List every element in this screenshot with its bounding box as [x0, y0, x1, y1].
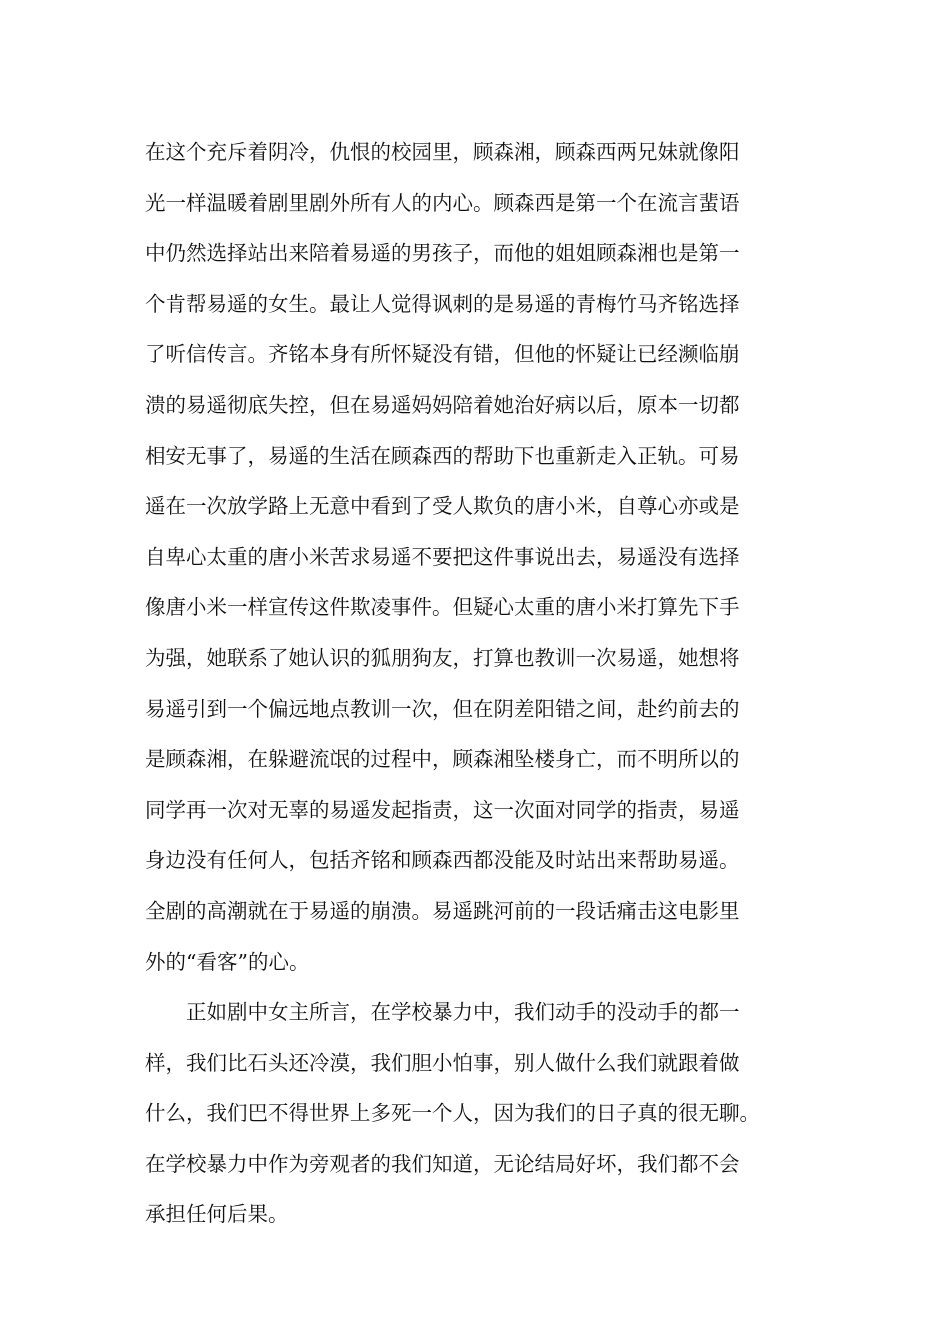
text-line: 承担任何后果。 — [145, 1202, 289, 1227]
text-line: 自卑心太重的唐小米苦求易遥不要把这件事说出去，易遥没有选择 — [145, 544, 740, 569]
text-line: 光一样温暖着剧里剧外所有人的内心。顾森西是第一个在流言蜚语 — [145, 190, 740, 215]
paragraph-2 — [145, 987, 825, 1240]
text-line: 了听信传言。齐铭本身有所怀疑没有错，但他的怀疑让已经濒临崩 — [145, 342, 740, 367]
text-line: 身边没有任何人，包括齐铭和顾森西都没能及时站出来帮助易遥。 — [145, 848, 740, 873]
text-line: 中仍然选择站出来陪着易遥的男孩子，而他的姐姐顾森湘也是第一 — [145, 241, 740, 266]
text-line: 易遥引到一个偏远地点教训一次，但在阴差阳错之间，赴约前去的 — [145, 696, 740, 721]
text-line: 正如剧中女主所言，在学校暴力中，我们动手的没动手的都一 — [186, 1000, 740, 1025]
text-line: 遥在一次放学路上无意中看到了受人欺负的唐小米，自尊心亦或是 — [145, 494, 740, 519]
document-body — [145, 127, 825, 1240]
text-line: 像唐小米一样宣传这件欺凌事件。但疑心太重的唐小米打算先下手 — [145, 595, 740, 620]
text-line: 个肯帮易遥的女生。最让人觉得讽刺的是易遥的青梅竹马齐铭选择 — [145, 291, 740, 316]
text-line: 在这个充斥着阴冷，仇恨的校园里，顾森湘，顾森西两兄妹就像阳 — [145, 140, 740, 164]
text-line: 外的“看客”的心。 — [145, 949, 310, 974]
text-line: 是顾森湘，在躲避流氓的过程中，顾森湘坠楼身亡，而不明所以的 — [145, 747, 740, 772]
text-line: 全剧的高潮就在于易遥的崩溃。易遥跳河前的一段话痛击这电影里 — [145, 898, 740, 923]
text-line: 样，我们比石头还冷漠，我们胆小怕事，别人做什么我们就跟着做 — [145, 1050, 740, 1075]
text-line: 同学再一次对无辜的易遥发起指责，这一次面对同学的指责，易遥 — [145, 797, 740, 822]
text-line: 相安无事了，易遥的生活在顾森西的帮助下也重新走入正轨。可易 — [145, 443, 740, 468]
text-line: 在学校暴力中作为旁观者的我们知道，无论结局好坏，我们都不会 — [145, 1151, 740, 1176]
text-line: 溃的易遥彻底失控，但在易遥妈妈陪着她治好病以后，原本一切都 — [145, 392, 740, 417]
text-line: 为强，她联系了她认识的狐朋狗友，打算也教训一次易遥，她想将 — [145, 645, 740, 670]
paragraph-1 — [145, 127, 825, 987]
text-line: 什么，我们巴不得世界上多死一个人，因为我们的日子真的很无聊。 — [145, 1101, 760, 1126]
